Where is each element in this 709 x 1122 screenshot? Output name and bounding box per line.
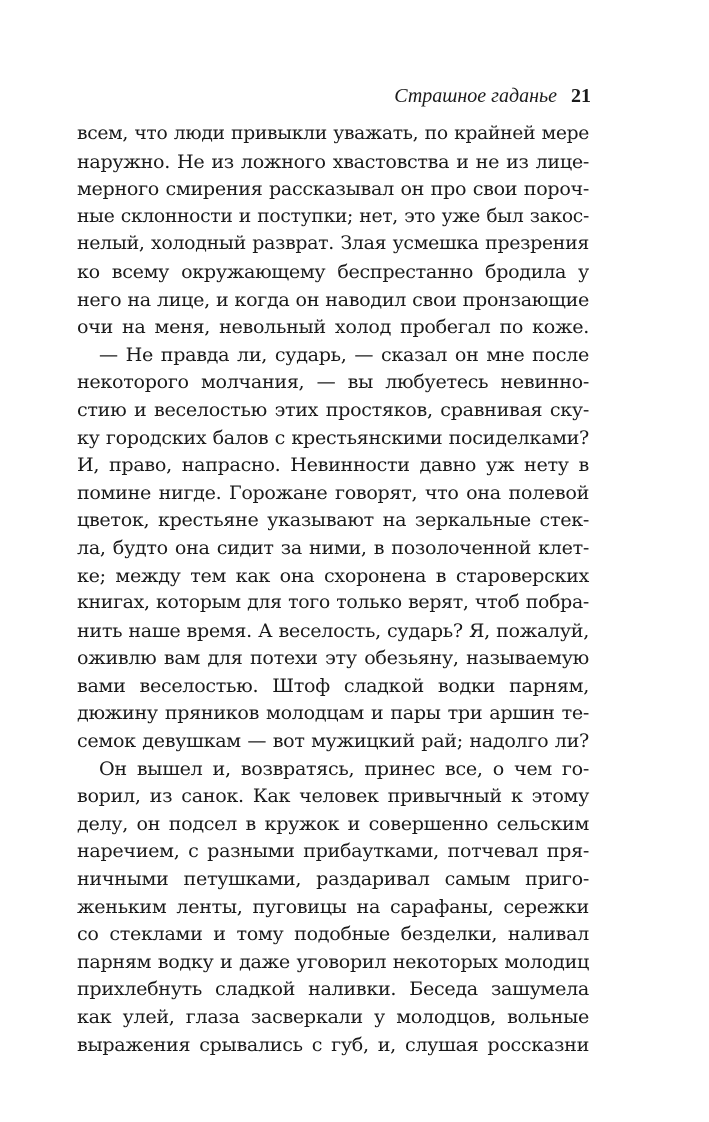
text-line: него на лице, и когда он наводил свои пронзающие — [77, 287, 589, 311]
text-line: мерного смирения рассказывал он про свои пороч- — [77, 177, 589, 201]
text-line: прихлебнуть сладкой наливки. Беседа зашумела — [77, 977, 589, 1001]
text-line: наружно. Не из ложного хвастовства и не из лице- — [77, 149, 589, 173]
text-line: ко всему окружающему беспрестанно бродила у — [77, 259, 589, 283]
text-line: книгах, которым для того только верят, чтоб побра- — [77, 591, 589, 614]
text-line: наречием, с разными прибаутками, потчевал пря- — [77, 839, 589, 863]
text-line: как улей, глаза засверкали у молодцов, вольные — [77, 1005, 589, 1028]
text-line: дюжину пряников молодцам и пары три аршин те- — [77, 701, 589, 725]
text-line: выражения срывались с губ, и, слушая россказни — [77, 1032, 589, 1056]
text-line: вами веселостью. Штоф сладкой водки парням, — [77, 673, 589, 697]
running-title: Страшное гаданье — [394, 85, 557, 107]
text-line: некоторого молчания, — вы любуетесь невинно- — [77, 370, 589, 394]
text-line: семок девушкам — вот мужицкий рай; надолго ли? — [77, 729, 589, 753]
text-line: делу, он подсел в кружок и совершенно сельским — [77, 811, 589, 835]
text-line: И, право, напрасно. Невинности давно уж нету в — [77, 453, 589, 477]
text-line: всем, что люди привыкли уважать, по крайней мере — [77, 123, 589, 144]
text-line: ничными петушками, раздаривал самым приго- — [77, 867, 589, 891]
text-line: цветок, крестьяне указывают на зеркальные стек- — [77, 508, 589, 532]
text-line: нелый, холодный разврат. Злая усмешка презрения — [77, 232, 589, 255]
text-line: женьким ленты, пуговицы на сарафаны, сережки — [77, 894, 589, 918]
text-line: Он вышел и, возвратясь, принес все, о чем го- — [99, 756, 589, 780]
text-line: стию и веселостью этих простяков, сравнивая ску- — [77, 397, 589, 421]
text-line: ла, будто она сидит за ними, в позолоченной клет- — [77, 535, 589, 559]
text-line: ворил, из санок. Как человек привычный к этому — [77, 784, 589, 808]
text-line: оживлю вам для потехи эту обезьяну, называемую — [77, 646, 589, 670]
text-line: ные склонности и поступки; нет, это уже был закос- — [77, 205, 589, 227]
running-header — [191, 82, 591, 110]
text-line: ке; между тем как она схоронена в староверских — [77, 563, 589, 587]
text-line: ку городских балов с крестьянскими посиделками? — [77, 425, 589, 449]
text-line: — Не правда ли, сударь, — сказал он мне после — [99, 342, 589, 366]
text-line: помине нигде. Горожане говорят, что она полевой — [77, 480, 589, 504]
text-line: со стеклами и тому подобные безделки, наливал — [77, 922, 589, 946]
body-text — [77, 120, 589, 1058]
text-line: очи на меня, невольный холод пробегал по коже. — [77, 315, 589, 339]
page-number: 21 — [571, 85, 591, 107]
text-line: нить наше время. А веселость, сударь? Я, пожалуй, — [77, 618, 589, 642]
text-line: парням водку и даже уговорил некоторых молодиц — [77, 949, 589, 973]
